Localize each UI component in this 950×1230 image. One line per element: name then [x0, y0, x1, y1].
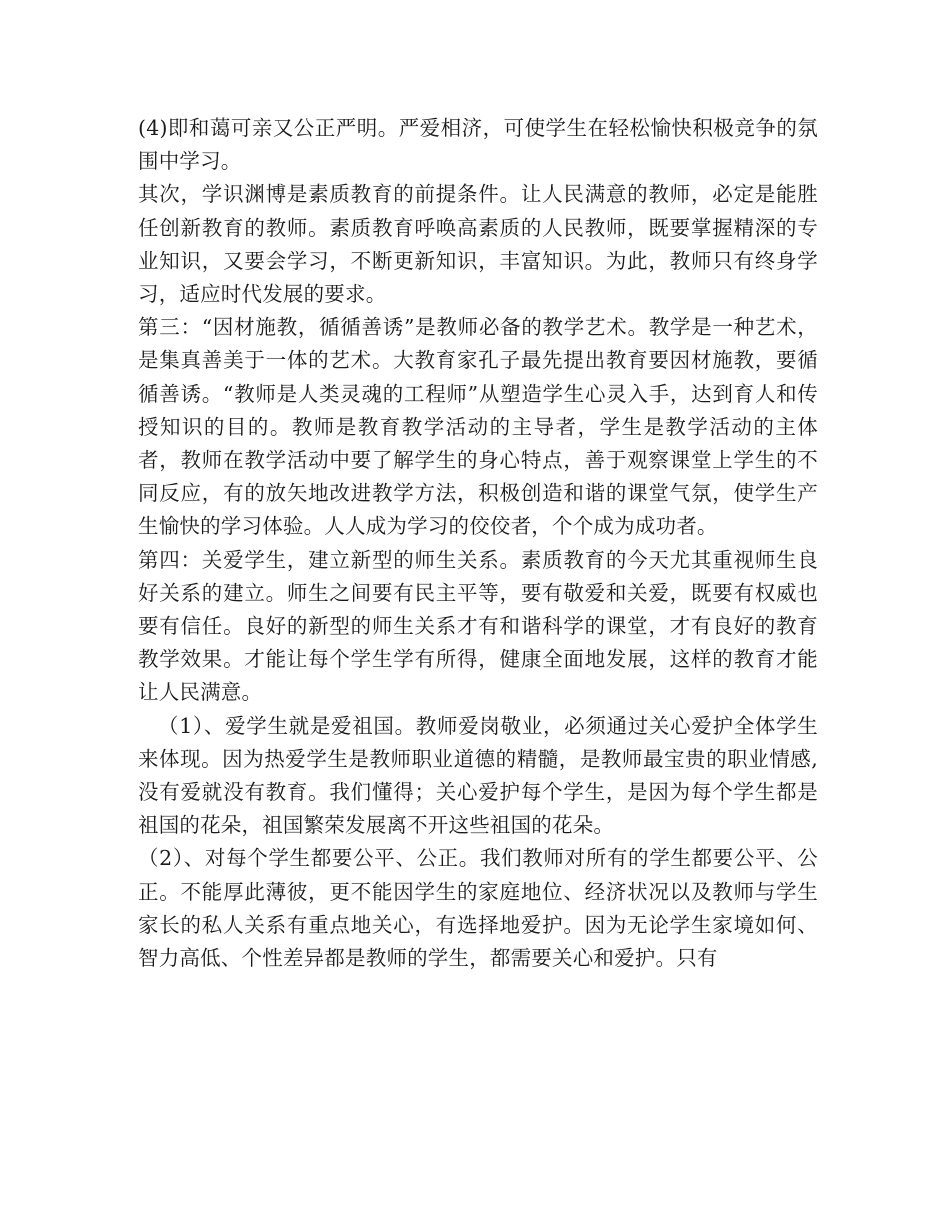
paragraph-sub-2: （2）、对每个学生都要公平、公正。我们教师对所有的学生都要公平、公正。不能厚此薄彼，更不能因学生的家庭地位、经济状况以及教师与学生家长的私人关系有重点地关心，有选择地爱护。因为无论学生家境如何、智力高低、个性差异都是教师的学生，都需要关心和爱护。只有: [138, 846, 818, 971]
paragraph-fourth: 第四：关爱学生，建立新型的师生关系。素质教育的今天尤其重视师生良好关系的建立。师生之间要有民主平等，要有敬爱和关爱，既要有权威也要有信任。良好的新型的师生关系才有和谐科学的课堂，才有良好的教育教学效果。才能让每个学生学有所得，健康全面地发展，这样的教育才能让人民满意。: [138, 547, 818, 705]
document-body: [138, 112, 818, 975]
paragraph-sub-1: （1）、爱学生就是爱祖国。教师爱岗敬业，必须通过关心爱护全体学生来体现。因为热爱学生是教师职业道德的精髓，是教师最宝贵的职业情感,没有爱就没有教育。我们懂得；关心爱护每个学生，是因为每个学生都是祖国的花朵，祖国繁荣发展离不开这些祖国的花朵。: [138, 713, 818, 838]
paragraph-second: 其次，学识渊博是素质教育的前提条件。让人民满意的教师，必定是能胜任创新教育的教师。素质教育呼唤高素质的人民教师，既要掌握精深的专业知识，又要会学习，不断更新知识，丰富知识。为此，教师只有终身学习，适应时代发展的要求。: [138, 182, 818, 307]
paragraph-point-4: (4)即和蔼可亲又公正严明。严爱相济，可使学生在轻松愉快积极竞争的氛围中学习。: [138, 116, 818, 174]
paragraph-third: 第三：“因材施教，循循善诱”是教师必备的教学艺术。教学是一种艺术，是集真善美于一体的艺术。大教育家孔子最先提出教育要因材施教，要循循善诱。“教师是人类灵魂的工程师”从塑造学生心灵入手，达到育人和传授知识的目的。教师是教育教学活动的主导者，学生是教学活动的主体者，教师在教学活动中要了解学生的身心特点，善于观察课堂上学生的不同反应，有的放矢地改进教学方法，积极创造和谐的课堂气氛，使学生产生愉快的学习体验。人人成为学习的佼佼者，个个成为成功者。: [138, 315, 818, 539]
